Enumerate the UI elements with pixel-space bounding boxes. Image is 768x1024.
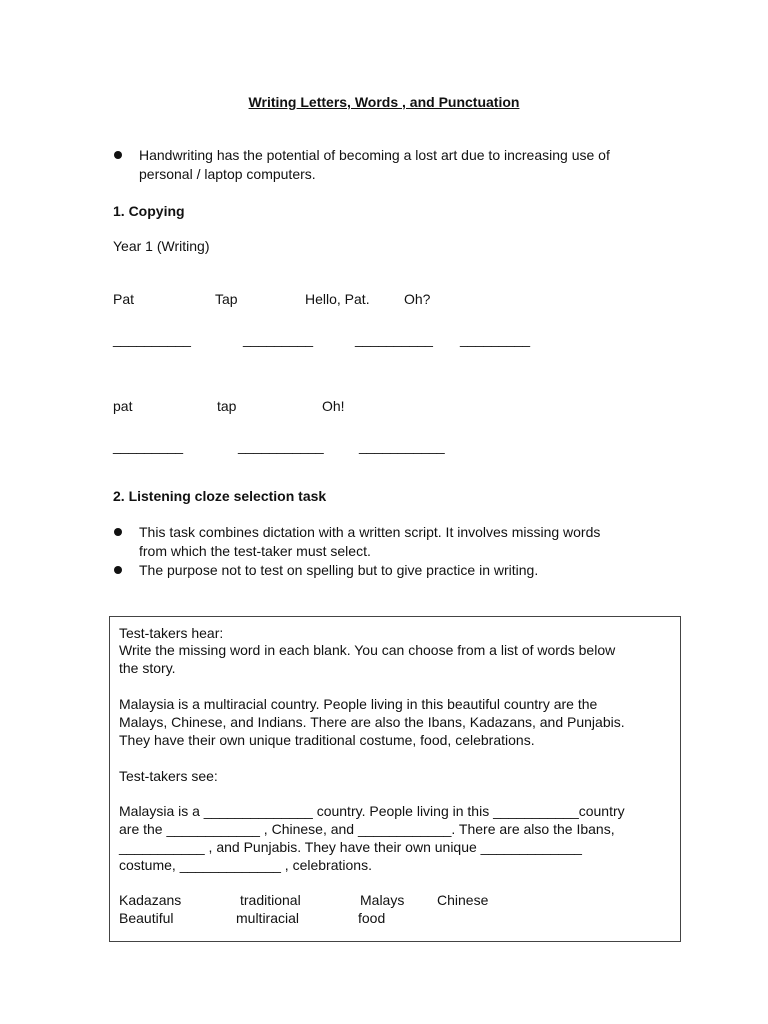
section2-bullet-1 bbox=[139, 523, 600, 561]
instruction-line-2: the story. bbox=[119, 660, 176, 676]
copy-blank: _________ bbox=[460, 331, 531, 347]
word-bank-item: Beautiful bbox=[119, 910, 174, 926]
copy-word: Pat bbox=[113, 291, 135, 307]
cloze-line-3: ___________ , and Punjabis. They have their own unique _____________ bbox=[119, 839, 582, 855]
copy-blank: ___________ bbox=[359, 438, 445, 454]
copy-word: pat bbox=[113, 398, 133, 414]
page-title: Writing Letters, Words , and Punctuation bbox=[248, 94, 520, 110]
copy-blank: __________ bbox=[113, 331, 191, 347]
bullet-icon bbox=[114, 151, 122, 159]
cloze-line-4: costume, _____________ , celebrations. bbox=[119, 857, 372, 873]
section1-subheading: Year 1 (Writing) bbox=[113, 238, 210, 254]
copy-blank: _________ bbox=[113, 438, 184, 454]
cloze-line-1: Malaysia is a ______________ country. People living in this ___________country bbox=[119, 803, 625, 819]
word-bank-item: Chinese bbox=[437, 892, 489, 908]
section2-bullet-1-line-1: This task combines dictation with a written script. It involves missing words bbox=[139, 524, 601, 540]
copy-word: Tap bbox=[215, 291, 238, 307]
copy-blank: ___________ bbox=[238, 438, 324, 454]
word-bank-item: food bbox=[358, 910, 386, 926]
hear-label: Test-takers hear: bbox=[119, 625, 224, 641]
copy-blank: _________ bbox=[243, 331, 314, 347]
section2-heading: 2. Listening cloze selection task bbox=[113, 488, 327, 504]
section2-bullet-2: The purpose not to test on spelling but to give practice in writing. bbox=[139, 562, 539, 578]
word-bank-item: Malays bbox=[360, 892, 405, 908]
cloze-exercise-box bbox=[109, 616, 681, 942]
see-label: Test-takers see: bbox=[119, 768, 218, 784]
copy-word: tap bbox=[217, 398, 237, 414]
section2-bullet-1-line-2: from which the test-taker must select. bbox=[139, 543, 371, 559]
copy-word: Hello, Pat. bbox=[305, 291, 370, 307]
section1-heading: 1. Copying bbox=[113, 203, 185, 219]
instruction-line-1: Write the missing word in each blank. You can choose from a list of words below bbox=[119, 642, 616, 658]
intro-line-1: Handwriting has the potential of becoming a lost art due to increasing use of bbox=[139, 147, 610, 163]
copy-blank: __________ bbox=[355, 331, 433, 347]
cloze-line-2: are the ____________ , Chinese, and ____________. There are also the Ibans, bbox=[119, 821, 615, 837]
copy-word: Oh! bbox=[322, 398, 345, 414]
word-bank-item: Kadazans bbox=[119, 892, 182, 908]
intro-line-2: personal / laptop computers. bbox=[139, 166, 316, 182]
bullet-icon bbox=[114, 566, 122, 574]
story-line-1: Malaysia is a multiracial country. People living in this beautiful country are the bbox=[119, 696, 598, 712]
word-bank-item: multiracial bbox=[236, 910, 300, 926]
word-bank-item: traditional bbox=[240, 892, 301, 908]
story-line-2: Malays, Chinese, and Indians. There are also the Ibans, Kadazans, and Punjabis. bbox=[119, 714, 625, 730]
intro-bullet-text bbox=[139, 146, 610, 184]
bullet-icon bbox=[114, 528, 122, 536]
story-line-3: They have their own unique traditional costume, food, celebrations. bbox=[119, 732, 535, 748]
copy-word: Oh? bbox=[404, 291, 431, 307]
